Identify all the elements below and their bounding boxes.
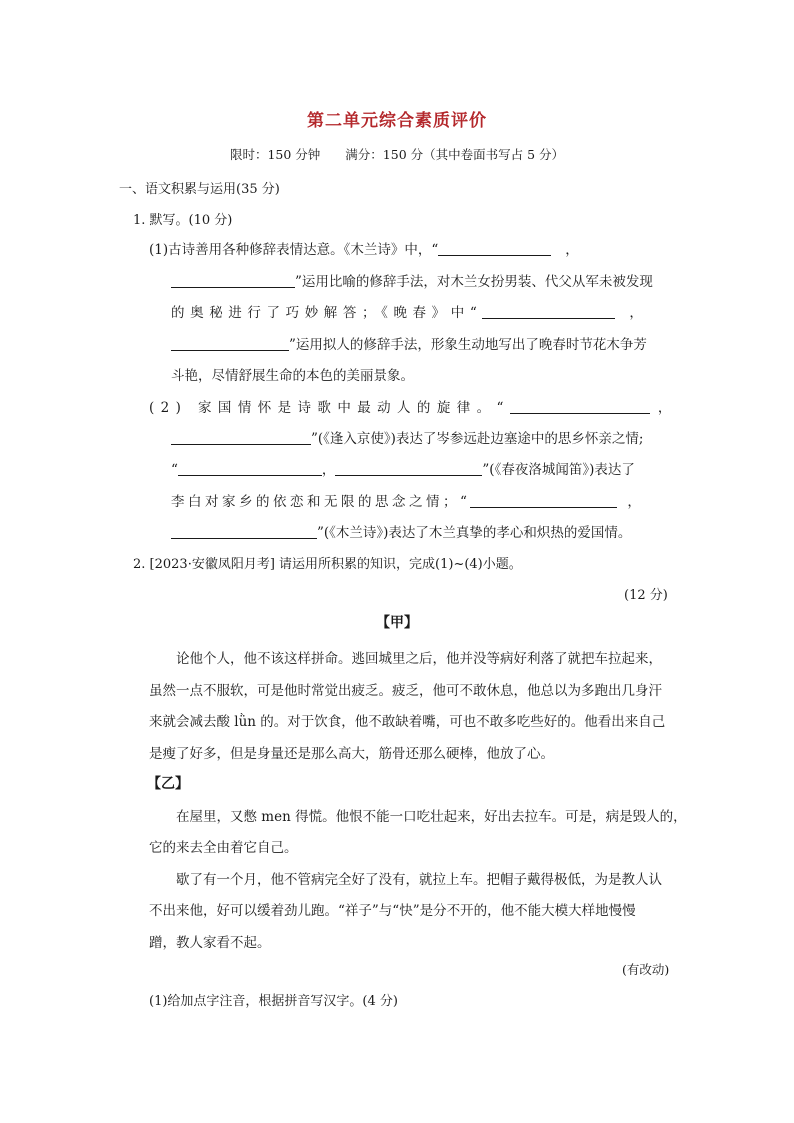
q1-part2-line2	[171, 427, 643, 447]
passage-jia-line: 虽然一点不服软，可是他时常觉出疲乏。疲乏，他可不敢休息，他总以为多跑出几身汗	[149, 683, 662, 699]
q1-part2-line5	[171, 521, 631, 541]
passage-yi-label: 【乙】	[147, 776, 189, 792]
q1-p2-text-g: 李白对家乡的依恋和无限的思念之情；“	[171, 494, 471, 510]
q1-part2-line4	[171, 490, 641, 510]
q1-p2-text-b: ，	[657, 400, 672, 416]
answer-blank[interactable]	[171, 337, 289, 351]
passage-jia-line: 来就会减去酸 lǜn 的。对于饮食，他不敢缺着嘴，可也不敢多吃些好的。他看出来自己	[149, 714, 666, 730]
q1-p1-text-b: ，	[565, 242, 579, 258]
q1-part1-line3	[171, 301, 675, 321]
answer-blank[interactable]	[482, 305, 615, 319]
passage-yi-line: 不出来他，好可以缓着劲儿跑。“祥子”与“快”是分不开的，他不能大模大样地慢慢	[149, 903, 636, 919]
q1-p1-text-f: ”运用拟人的修辞手法，形象生动地写出了晚春时节花木争芳	[289, 337, 647, 353]
q1-p1-text-e: ，	[629, 305, 643, 321]
passage-jia-label: 【甲】	[376, 615, 418, 631]
passage-yi-line: 它的来去全由着它自己。	[149, 840, 298, 856]
page-title: 第二单元综合素质评价	[307, 111, 487, 131]
q1-part2-line1	[149, 396, 671, 416]
sub-question-1: (1)给加点字注音，根据拼音写汉字。(4 分)	[149, 994, 398, 1009]
q1-p2-text-e: ，	[321, 462, 336, 478]
passage-jia-line: 是瘦了好多，但是身量还是那么高大，筋骨还那么硬棒，他放了心。	[149, 746, 554, 762]
question-1-heading: 1. 默写。(10 分)	[133, 213, 233, 228]
q1-p2-text-i: ”(《木兰诗》)表达了木兰真挚的孝心和炽热的爱国情。	[317, 525, 632, 541]
exam-info: 限时：150 分钟 满分：150 分（其中卷面书写占 5 分）	[229, 147, 565, 162]
answer-blank[interactable]	[470, 494, 617, 508]
answer-blank[interactable]	[510, 400, 650, 414]
q1-p2-text-d: “	[171, 462, 178, 478]
passage-jia-line: 论他个人，他不该这样拼命。逃回城里之后，他并没等病好利落了就把车拉起来，	[176, 651, 662, 667]
answer-blank[interactable]	[438, 242, 551, 256]
answer-blank[interactable]	[178, 462, 322, 476]
question-2-score: (12 分)	[624, 588, 668, 603]
source-note: (有改动)	[622, 962, 670, 977]
passage-yi-line: 蹭，教人家看不起。	[149, 935, 271, 951]
section-heading: 一、语文积累与运用(35 分)	[119, 182, 280, 197]
q1-p1-text-c: ”运用比喻的修辞手法，对木兰女扮男装、代父从军未被发现	[295, 274, 653, 290]
q1-part1-line1	[149, 238, 675, 258]
passage-yi-line: 在屋里，又憋 men 得慌。他恨不能一口吃壮起来，好出去拉车。可是，病是毁人的，	[176, 809, 687, 825]
q1-p2-text-c: ”(《逢入京使》)表达了岑参远赴边塞途中的思乡怀亲之情;	[311, 431, 644, 447]
answer-blank[interactable]	[171, 274, 295, 288]
q1-part1-line2	[171, 270, 653, 290]
answer-blank[interactable]	[171, 431, 311, 445]
q1-part2-line3	[171, 458, 635, 478]
q1-p1-text-d: 的奥秘进行了巧妙解答；《晚春》中“	[171, 305, 483, 321]
q1-p2-text-f: ”(《春夜洛城闻笛》)表达了	[482, 462, 635, 478]
answer-blank[interactable]	[171, 525, 317, 539]
passage-yi-line: 歇了有一个月，他不管病完全好了没有，就拉上车。把帽子戴得极低，为是教人认	[176, 872, 662, 888]
question-2-heading: 2. [2023·安徽凤阳月考] 请运用所积累的知识，完成(1)~(4)小题。	[133, 557, 522, 572]
q1-p2-text-h: ，	[627, 494, 641, 510]
answer-blank[interactable]	[335, 462, 482, 476]
q1-part1-line5: 斗艳，尽情舒展生命的本色的美丽景象。	[171, 368, 414, 384]
q1-p2-text-a: (2) 家国情怀是诗歌中最动人的旋律。“	[149, 400, 510, 416]
q1-p1-text-a: (1)古诗善用各种修辞表情达意。《木兰诗》中，“	[149, 242, 439, 258]
q1-part1-line4	[171, 333, 647, 353]
